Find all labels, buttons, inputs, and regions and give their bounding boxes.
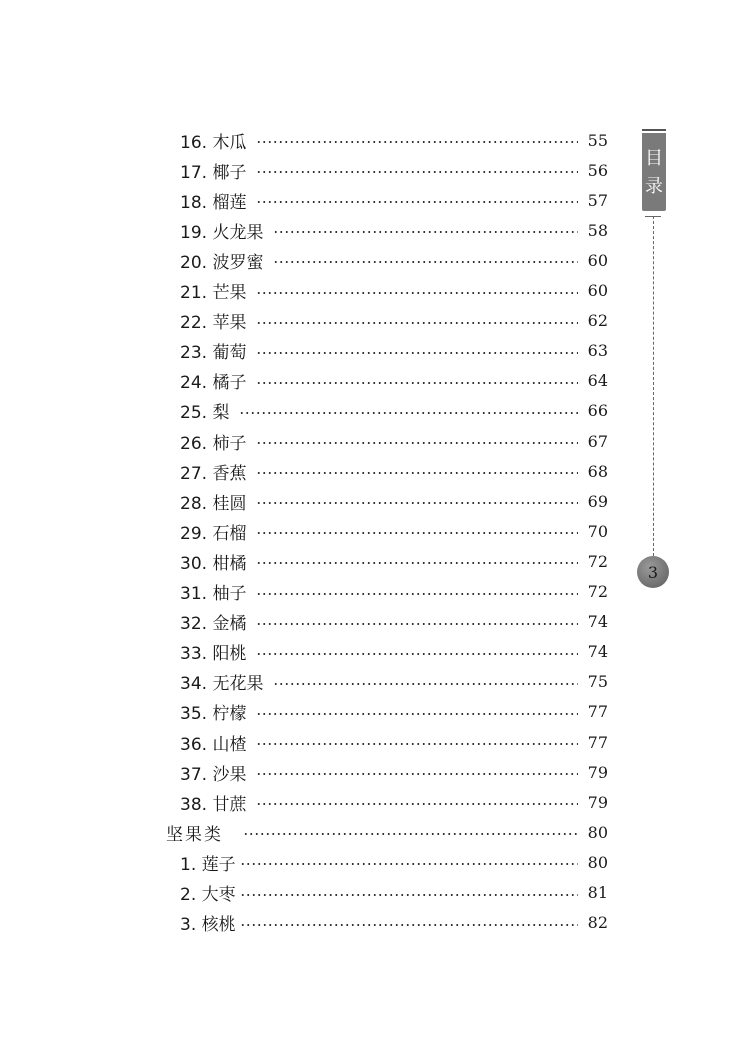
toc-entry-row[interactable] xyxy=(180,456,608,486)
toc-page-number: 75 xyxy=(587,672,608,692)
toc-entry-label: 20. 波罗蜜 xyxy=(180,252,264,273)
toc-page-number: 81 xyxy=(587,883,608,902)
toc-entry-row[interactable] xyxy=(180,336,608,366)
toc-entry-label: 33. 阳桃 xyxy=(180,644,247,665)
side-tab xyxy=(642,133,666,211)
toc-page-number: 79 xyxy=(587,762,608,782)
toc-page-number: 66 xyxy=(587,401,608,421)
toc-entry-label: 18. 榴莲 xyxy=(180,192,247,213)
side-tick xyxy=(645,216,661,217)
toc-page-number: 57 xyxy=(587,190,608,210)
toc-entry-row[interactable] xyxy=(180,516,608,546)
toc-leader-dots xyxy=(256,322,578,324)
toc-entry-label: 31. 柚子 xyxy=(180,584,247,604)
toc-page-number: 69 xyxy=(587,491,608,511)
toc-entry-row[interactable] xyxy=(180,185,608,215)
toc-leader-dots xyxy=(240,924,578,926)
toc-entry-label: 坚果类 xyxy=(166,824,223,845)
toc-entry-row[interactable] xyxy=(180,637,608,667)
toc-page-number: 77 xyxy=(587,732,608,752)
toc-entry-label: 17. 椰子 xyxy=(180,162,247,183)
toc-leader-dots xyxy=(256,773,578,775)
toc-page-number: 60 xyxy=(587,281,608,300)
toc-page-number: 80 xyxy=(587,822,608,842)
toc-leader-dots xyxy=(239,412,578,414)
toc-page-number: 74 xyxy=(587,612,608,632)
toc-entry-label: 28. 桂圆 xyxy=(180,493,247,514)
toc-page-number: 82 xyxy=(587,913,608,933)
page-number: 3 xyxy=(647,562,659,582)
toc-entry-label: 29. 石榴 xyxy=(180,523,247,544)
toc-page-number: 80 xyxy=(587,852,608,872)
toc-entry-row[interactable] xyxy=(180,155,608,185)
toc-entry-row[interactable] xyxy=(180,426,608,456)
toc-entry-row[interactable] xyxy=(180,546,608,576)
toc-leader-dots xyxy=(240,863,578,865)
toc-leader-dots xyxy=(256,562,578,564)
toc-entry-label: 37. 沙果 xyxy=(180,764,247,785)
toc-entry-label: 38. 甘蔗 xyxy=(180,794,247,815)
toc-entry-label: 2. 大枣 xyxy=(180,885,236,905)
toc-entry-label: 26. 柿子 xyxy=(180,433,247,454)
toc-entry-row[interactable] xyxy=(180,276,608,306)
toc-page-number: 68 xyxy=(587,461,608,481)
toc-page-number: 79 xyxy=(587,792,608,812)
toc-leader-dots xyxy=(256,532,578,534)
toc-entry-row[interactable] xyxy=(180,847,608,877)
toc-page-number: 62 xyxy=(587,311,608,331)
toc-leader-dots xyxy=(256,171,578,173)
toc-leader-dots xyxy=(256,292,578,294)
toc-page-number: 58 xyxy=(587,220,608,240)
toc-leader-dots xyxy=(243,833,578,835)
page-number-badge xyxy=(637,556,669,588)
toc-entry-label: 27. 香蕉 xyxy=(180,463,247,484)
toc-page-number: 64 xyxy=(587,371,608,391)
toc-entry-row[interactable] xyxy=(180,486,608,516)
toc-entry-label: 25. 梨 xyxy=(180,403,230,424)
side-dashed-line xyxy=(653,216,654,556)
toc-leader-dots xyxy=(256,141,578,143)
side-tab-text: 目 录 xyxy=(645,148,663,197)
toc-leader-dots xyxy=(256,623,578,625)
toc-entry-label: 32. 金橘 xyxy=(180,614,247,635)
toc-entry-label: 24. 橘子 xyxy=(180,373,247,394)
toc-entry-label: 34. 无花果 xyxy=(180,674,264,695)
toc-entry-row[interactable] xyxy=(180,245,608,275)
toc-leader-dots xyxy=(256,803,578,805)
toc-leader-dots xyxy=(240,894,578,896)
toc-page-number: 74 xyxy=(587,642,608,662)
toc-leader-dots xyxy=(256,653,578,655)
toc-leader-dots xyxy=(273,683,578,685)
toc-leader-dots xyxy=(256,472,578,474)
toc-leader-dots xyxy=(256,502,578,504)
toc-entry-row[interactable] xyxy=(180,607,608,637)
toc-entry-label: 23. 葡萄 xyxy=(180,343,247,364)
toc-entry-row[interactable] xyxy=(180,878,608,908)
toc-entry-label: 35. 柠檬 xyxy=(180,704,247,725)
toc-entry-row[interactable] xyxy=(180,396,608,426)
toc-leader-dots xyxy=(256,382,578,384)
toc-entry-label: 30. 柑橘 xyxy=(180,553,247,574)
toc-section-row[interactable] xyxy=(166,817,608,847)
toc-leader-dots xyxy=(256,442,578,444)
toc-page-number: 56 xyxy=(587,160,608,180)
toc-leader-dots xyxy=(273,261,578,263)
toc-entry-row[interactable] xyxy=(180,697,608,727)
toc-page-number: 55 xyxy=(587,130,608,150)
toc-entry-label: 22. 苹果 xyxy=(180,313,247,334)
toc-entry-label: 16. 木瓜 xyxy=(180,132,247,153)
toc-page-number: 60 xyxy=(587,250,608,270)
toc-entry-row[interactable] xyxy=(180,215,608,245)
toc-entry-row[interactable] xyxy=(180,727,608,757)
toc-leader-dots xyxy=(256,743,578,745)
toc-entry-label: 19. 火龙果 xyxy=(180,222,264,243)
toc-entry-row[interactable] xyxy=(180,667,608,697)
toc-page-number: 63 xyxy=(587,341,608,361)
toc-entry-label: 3. 核桃 xyxy=(180,915,236,936)
toc-page-number: 72 xyxy=(587,582,608,601)
toc-entry-row[interactable] xyxy=(180,787,608,817)
toc-leader-dots xyxy=(256,201,578,203)
toc-page-number: 70 xyxy=(587,521,608,541)
toc-page-number: 72 xyxy=(587,551,608,571)
toc-leader-dots xyxy=(256,352,578,354)
toc-leader-dots xyxy=(256,593,578,595)
toc-entry-row[interactable] xyxy=(180,757,608,787)
toc-entry-row[interactable] xyxy=(180,125,608,155)
toc-entry-row[interactable] xyxy=(180,577,608,607)
toc-entry-row[interactable] xyxy=(180,908,608,938)
toc-leader-dots xyxy=(256,713,578,715)
toc-page-number: 77 xyxy=(587,702,608,722)
toc-page-number: 67 xyxy=(587,431,608,451)
toc-entry-row[interactable] xyxy=(180,306,608,336)
toc-entry-label: 21. 芒果 xyxy=(180,283,247,303)
toc-entry-row[interactable] xyxy=(180,366,608,396)
toc-entry-label: 1. 莲子 xyxy=(180,854,236,875)
toc-leader-dots xyxy=(273,231,578,233)
toc-entry-label: 36. 山楂 xyxy=(180,734,247,755)
